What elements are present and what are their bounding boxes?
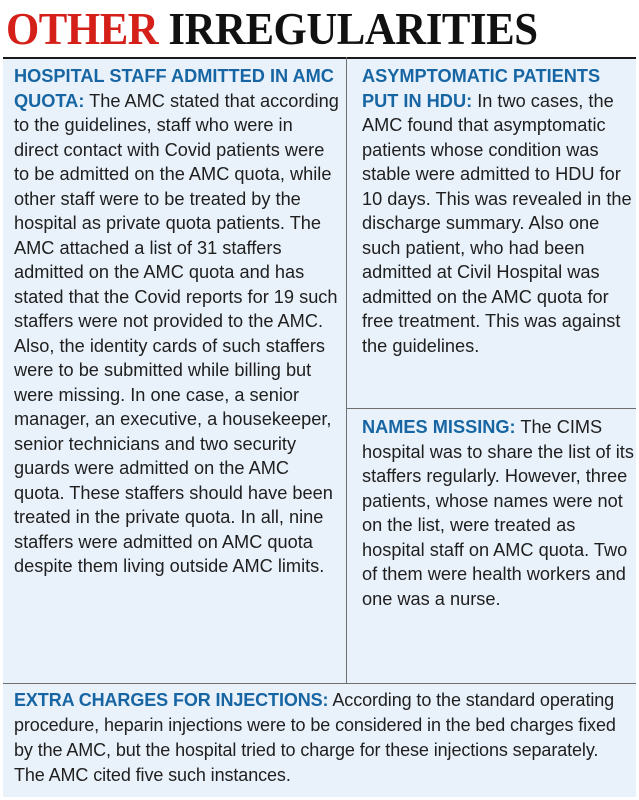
right-section-divider <box>347 408 636 409</box>
headline-part-red: OTHER <box>6 3 159 54</box>
headline-part-black: IRREGULARITIES <box>168 3 538 54</box>
section-body: In two cases, the AMC found that asymptomatic patients whose condition was stable were admitted to HDU for 10 days. This was revealed in the discharge summary. Also one such patient, who had been admitted at Civil Hospital was admitted on the AMC quota for free treatment. This was against the guidelines. <box>362 90 632 356</box>
section-body: The CIMS hospital was to share the list of its staffers regularly. However, three patients, whose names were not on the list, were treated as hospital staff on AMC quota. Two of them were health workers and one was a nurse. <box>362 417 634 609</box>
section-heading: NAMES MISSING: <box>362 417 516 437</box>
section-heading: HOSPITAL STAFF ADMITTED IN AMC QUOTA: <box>14 66 334 111</box>
headline <box>6 4 592 54</box>
section-heading: EXTRA CHARGES FOR INJECTIONS: <box>14 690 329 710</box>
section-body: The AMC stated that according to the guidelines, staff who were in direct contact with Covid patients were to be admitted on the AMC quota, while other staff were to be treated by the hospital as private quota patients. The AMC attached a list of 31 staffers admitted on the AMC quota and has stated that the Covid reports for 19 such staffers were not provided to the AMC. Also, the identity cards of such staffers were to be submitted while billing but were missing. In one case, a senior manager, an executive, a housekeeper, senior technicians and two security guards were admitted on the AMC quota. These staffers should have been treated in the private quota. In all, nine staffers were admitted on AMC quota despite them living outside AMC limits. <box>14 90 339 576</box>
column-divider <box>346 57 347 683</box>
section-hospital-staff <box>14 64 340 579</box>
section-body: According to the standard operating procedure, heparin injections were to be considered in the bed charges fixed by the AMC, but the hospital tried to charge for these injections separately. The AMC cited five such instances. <box>14 690 616 785</box>
bottom-section-divider <box>3 683 636 684</box>
section-extra-charges <box>14 688 632 788</box>
section-asymptomatic <box>362 64 634 358</box>
section-names-missing <box>362 415 634 611</box>
section-heading: ASYMPTOMATIC PATIENTS PUT IN HDU: <box>362 66 601 111</box>
